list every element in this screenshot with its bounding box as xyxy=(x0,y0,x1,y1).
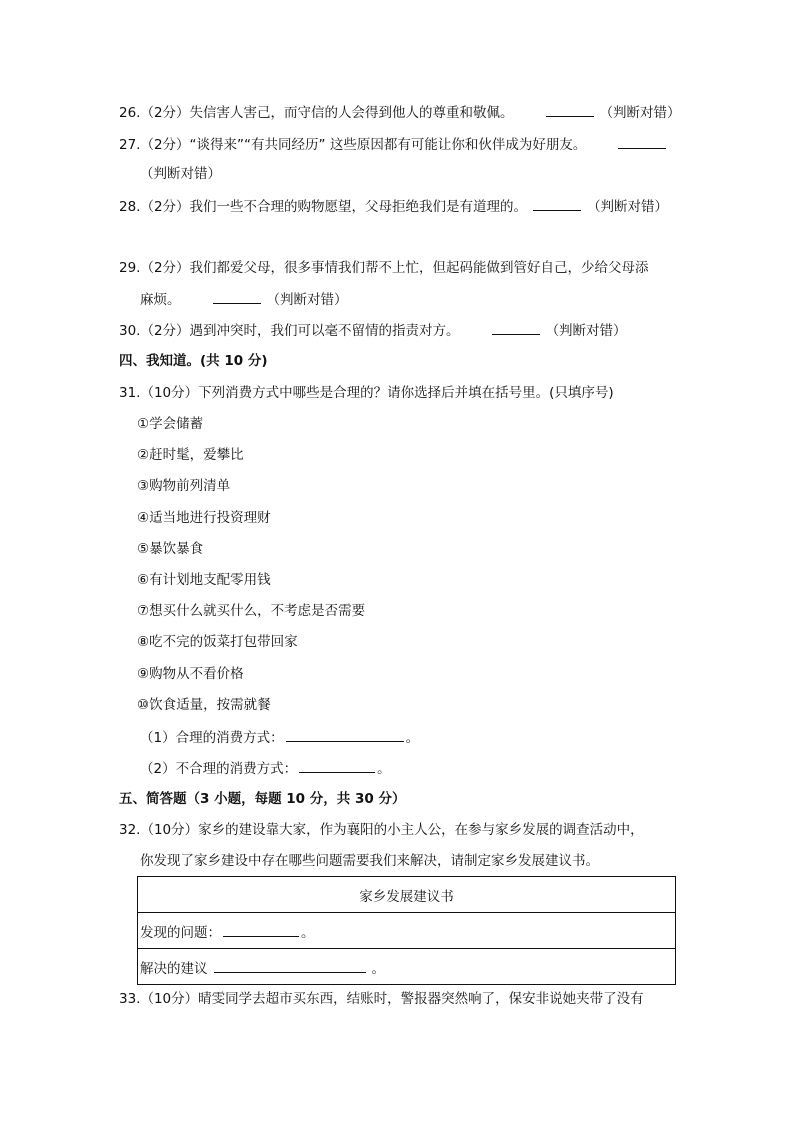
question-31-text: 31.（10分）下列消费方式中哪些是合理的？请你选择后并填在括号里。(只填序号) xyxy=(119,385,614,401)
option-item: ④适当地进行投资理财 xyxy=(137,510,271,526)
section-5-title: 五、简答题（3 小题，每题 10 分，共 30 分） xyxy=(119,791,406,807)
question-30 xyxy=(119,320,627,341)
question-31-sub1 xyxy=(140,727,419,748)
question-29-line1: 29.（2分）我们都爱父母，很多事情我们帮不上忙，但起码能做到管好自己，少给父母添 xyxy=(119,260,649,276)
judge-label: （判断对错） xyxy=(140,166,221,182)
suggestion-label: 解决的建议 xyxy=(140,960,208,977)
question-29 xyxy=(119,258,649,278)
period: 。 xyxy=(371,960,385,977)
question-27-judge xyxy=(140,164,221,184)
answer-blank[interactable] xyxy=(492,320,540,335)
question-33-line1: 33.（10分）晴雯同学去超市买东西，结账时，警报器突然响了，保安非说她夹带了没有 xyxy=(119,991,644,1007)
question-26 xyxy=(119,102,681,123)
option-item: ①学会储蓄 xyxy=(137,416,204,432)
question-29-line2: 麻烦。 xyxy=(140,292,181,308)
judge-label: （判断对错） xyxy=(599,105,681,121)
section-4-title: 四、我知道。(共 10 分) xyxy=(119,353,268,369)
option-item: ⑨购物从不看价格 xyxy=(137,666,244,682)
question-31 xyxy=(119,383,614,403)
problem-label: 发现的问题： xyxy=(140,924,221,941)
answer-blank[interactable] xyxy=(299,758,375,773)
option-item: ⑤暴饮暴食 xyxy=(137,541,204,557)
judge-label: （判断对错） xyxy=(545,323,627,339)
sub2-label: （2）不合理的消费方式： xyxy=(140,761,298,777)
table-row-problem xyxy=(138,913,676,949)
judge-label: （判断对错） xyxy=(587,199,669,215)
option-item: ⑩饮食适量，按需就餐 xyxy=(137,697,271,713)
option-item: ⑥有计划地支配零用钱 xyxy=(137,572,271,588)
answer-blank[interactable] xyxy=(286,727,404,742)
answer-blank[interactable] xyxy=(214,958,366,973)
period: 。 xyxy=(377,761,391,777)
option-item: ③购物前列清单 xyxy=(137,478,231,494)
sub1-label: （1）合理的消费方式： xyxy=(140,730,284,746)
question-32 xyxy=(119,820,644,840)
period: 。 xyxy=(301,924,315,941)
question-28-text: 28.（2分）我们一些不合理的购物愿望，父母拒绝我们是有道理的。 xyxy=(119,199,528,215)
answer-blank[interactable] xyxy=(618,134,666,149)
question-32-line1: 32.（10分）家乡的建设靠大家，作为襄阳的小主人公，在参与家乡发展的调查活动中， xyxy=(119,822,644,838)
question-27 xyxy=(119,134,672,155)
answer-blank[interactable] xyxy=(533,196,581,211)
question-28 xyxy=(119,196,668,217)
question-30-text: 30.（2分）遇到冲突时，我们可以毫不留情的指责对方。 xyxy=(119,323,460,339)
answer-blank[interactable] xyxy=(223,922,299,937)
question-32-line2: 你发现了家乡建设中存在哪些问题需要我们来解决，请制定家乡发展建议书。 xyxy=(140,853,599,869)
judge-label: （判断对错） xyxy=(266,292,348,308)
question-26-text: 26.（2分）失信害人害己，而守信的人会得到他人的尊重和敬佩。 xyxy=(119,105,514,121)
option-item: ⑦想买什么就买什么，不考虑是否需要 xyxy=(137,603,366,619)
question-27-text: 27.（2分）“谈得来”“有共同经历” 这些原因都有可能让你和伙伴成为好朋友。 xyxy=(119,137,587,153)
question-31-sub2 xyxy=(140,758,391,779)
table-title: 家乡发展建议书 xyxy=(138,877,676,913)
suggestion-table xyxy=(137,876,676,985)
option-item: ⑧吃不完的饭菜打包带回家 xyxy=(137,634,298,650)
period: 。 xyxy=(405,730,420,746)
question-32-cont xyxy=(140,851,599,871)
question-29-cont xyxy=(140,289,348,310)
question-33 xyxy=(119,989,644,1009)
table-row-suggestion xyxy=(138,949,676,985)
answer-blank[interactable] xyxy=(213,289,261,304)
answer-blank[interactable] xyxy=(546,102,594,117)
option-item: ②赶时髦，爱攀比 xyxy=(137,447,244,463)
